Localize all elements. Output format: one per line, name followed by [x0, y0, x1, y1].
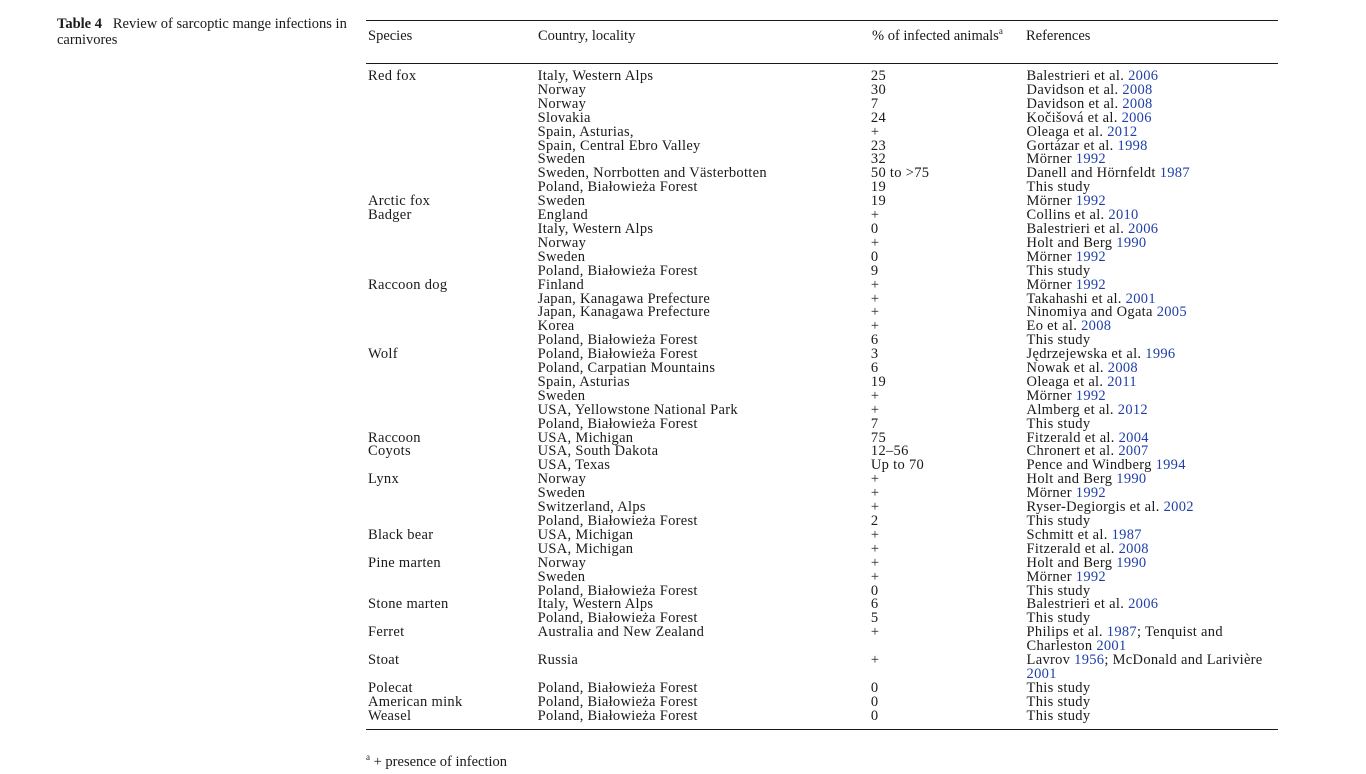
reference-authors: This study — [1026, 679, 1091, 696]
cell-country: Poland, Białowieża Forest — [537, 513, 698, 529]
table-row — [366, 598, 1278, 612]
reference-authors: Eo et al. — [1026, 318, 1078, 335]
reference-authors: Jędrzejewska et al. — [1026, 346, 1142, 363]
cell-country: USA, Michigan — [537, 429, 634, 446]
reference-year-link[interactable]: 1996 — [1145, 346, 1176, 363]
table-footnote — [366, 754, 507, 770]
cell-percent: + — [870, 387, 880, 404]
cell-country: Poland, Białowieża Forest — [537, 179, 698, 196]
cell-country: USA, Michigan — [537, 526, 634, 543]
cell-percent: + — [870, 526, 880, 543]
reference-authors: Davidson et al. — [1026, 95, 1119, 112]
cell-country: Norway — [537, 95, 587, 112]
cell-percent: 24 — [870, 109, 886, 126]
reference-authors: Holt and Berg — [1026, 471, 1113, 488]
cell-percent: 7 — [870, 415, 879, 432]
footnote-text: + presence of infection — [373, 754, 508, 770]
cell-reference — [1027, 626, 1278, 654]
cell-country: Italy, Western Alps — [537, 220, 654, 237]
header-percent-mark: a — [998, 26, 1003, 37]
reference-authors: Chronert et al. — [1026, 443, 1115, 460]
cell-species — [366, 112, 538, 126]
reference-authors: Danell and Hörnfeldt — [1026, 165, 1156, 182]
reference-authors: Pence and Windberg — [1026, 457, 1152, 474]
cell-country: USA, Yellowstone National Park — [537, 401, 738, 418]
table — [366, 18, 1278, 730]
table-bottom-rule — [366, 729, 1278, 730]
reference-authors: This study — [1026, 332, 1091, 349]
cell-percent: + — [870, 568, 880, 585]
table-row — [366, 373, 1278, 390]
cell-species: Raccoon — [368, 429, 421, 446]
reference-year-link[interactable]: 2012 — [1117, 401, 1148, 418]
reference-year-link[interactable]: 2008 — [1107, 360, 1138, 377]
reference-authors-2: ; Tenquist and Charleston — [1026, 624, 1223, 655]
reference-authors: Ninomiya and Ogata — [1026, 304, 1153, 321]
cell-country: Slovakia — [537, 109, 591, 126]
cell-percent: 9 — [870, 262, 879, 279]
cell-country: Norway — [537, 554, 587, 571]
cell-country: Poland, Białowieża Forest — [537, 693, 698, 710]
cell-species — [366, 84, 538, 98]
table-row — [366, 109, 1278, 126]
reference-year-link[interactable]: 2008 — [1118, 540, 1149, 557]
table-row — [366, 181, 1278, 195]
table-body — [366, 70, 1278, 724]
cell-reference — [1027, 654, 1278, 682]
reference-year-link[interactable]: 1987 — [1106, 624, 1137, 641]
cell-species — [366, 404, 538, 418]
cell-country: USA, Michigan — [537, 540, 634, 557]
reference-year-link[interactable]: 2002 — [1163, 499, 1194, 516]
table-row — [366, 137, 1278, 154]
reference-authors-2: ; McDonald and Larivière — [1104, 652, 1263, 669]
cell-species — [366, 126, 538, 140]
reference-year-link[interactable]: 1992 — [1075, 151, 1106, 168]
reference-authors: Takahashi et al. — [1026, 290, 1122, 307]
reference-authors: Holt and Berg — [1026, 554, 1113, 571]
table-caption-text: Review of sarcoptic mange infections in carnivores — [57, 16, 347, 48]
cell-species: Stone marten — [368, 596, 449, 613]
cell-percent: 5 — [870, 610, 879, 627]
reference-year-link[interactable]: 2006 — [1121, 109, 1152, 126]
reference-authors: Philips et al. — [1026, 624, 1103, 641]
cell-country: Sweden — [537, 568, 586, 585]
reference-authors: Nowak et al. — [1026, 360, 1104, 377]
reference-authors: Fitzerald et al. — [1026, 540, 1115, 557]
reference-year-link[interactable]: 1992 — [1075, 568, 1106, 585]
cell-species — [366, 98, 538, 112]
cell-species — [366, 362, 538, 376]
reference-year-link[interactable]: 1990 — [1116, 554, 1147, 571]
cell-species: Weasel — [368, 707, 412, 724]
reference-authors: Balestrieri et al. — [1026, 220, 1125, 237]
table-row — [366, 707, 1278, 724]
table-row — [366, 306, 1278, 320]
cell-country: Poland, Białowieża Forest — [537, 332, 698, 349]
cell-country: Sweden — [537, 193, 586, 210]
cell-percent: 0 — [870, 220, 879, 237]
cell-percent: 32 — [870, 151, 886, 168]
reference-authors: This study — [1026, 513, 1091, 529]
cell-percent: 75 — [870, 429, 886, 446]
cell-species: Wolf — [368, 346, 398, 363]
cell-species: Pine marten — [368, 554, 441, 571]
reference-authors: This study — [1026, 693, 1091, 710]
table-header-rule — [366, 63, 1278, 64]
reference-authors: This study — [1026, 707, 1091, 724]
cell-country: Spain, Central Ebro Valley — [537, 137, 701, 154]
cell-species — [366, 376, 538, 390]
reference-authors: Lavrov — [1026, 652, 1071, 669]
table-row — [366, 348, 1278, 362]
cell-species — [366, 320, 538, 334]
cell-species — [366, 501, 538, 515]
table-label: Table 4 — [57, 16, 102, 32]
table-row — [366, 234, 1278, 251]
cell-country: Sweden — [537, 387, 586, 404]
cell-country: Switzerland, Alps — [537, 499, 646, 516]
cell-species: Black bear — [368, 526, 434, 543]
reference-year-link[interactable]: 2004 — [1118, 429, 1149, 446]
cell-country: Russia — [537, 652, 579, 669]
cell-species: Lynx — [368, 471, 400, 488]
reference-year-link[interactable]: 2005 — [1156, 304, 1187, 321]
reference-authors: Mörner — [1026, 151, 1072, 168]
reference-authors: Ryser-Degiorgis et al. — [1026, 499, 1160, 516]
header-species: Species — [368, 28, 413, 44]
cell-species — [366, 223, 538, 237]
reference-authors: Schmitt et al. — [1026, 526, 1108, 543]
cell-percent: 19 — [870, 193, 886, 210]
cell-percent: 0 — [870, 248, 879, 265]
reference-year-link[interactable]: 1987 — [1159, 165, 1190, 182]
reference-year-link[interactable]: 2006 — [1128, 596, 1159, 613]
cell-country: Norway — [537, 81, 587, 98]
cell-percent: 25 — [870, 68, 886, 84]
cell-country: Australia and New Zealand — [537, 624, 705, 641]
reference-year-link[interactable]: 1992 — [1075, 248, 1106, 265]
cell-country: USA, South Dakota — [537, 443, 659, 460]
header-percent-text: % of infected animals — [872, 28, 999, 44]
cell-percent: 12–56 — [870, 443, 909, 460]
table-row — [366, 501, 1278, 515]
cell-country: Korea — [537, 318, 575, 335]
reference-year-link[interactable]: 2012 — [1107, 123, 1138, 140]
reference-authors: Balestrieri et al. — [1026, 596, 1125, 613]
cell-percent: 6 — [870, 360, 879, 377]
table-row — [366, 195, 1278, 209]
cell-species: Stoat — [368, 652, 400, 669]
cell-percent: 23 — [870, 137, 886, 154]
cell-country: Sweden — [537, 151, 586, 168]
cell-percent: + — [870, 471, 880, 488]
reference-authors: This study — [1026, 179, 1091, 196]
reference-authors: Mörner — [1026, 568, 1072, 585]
reference-authors: Balestrieri et al. — [1026, 68, 1125, 84]
cell-percent: 0 — [870, 582, 879, 599]
reference-year-link[interactable]: 2001 — [1096, 638, 1127, 655]
cell-country: Poland, Białowieża Forest — [537, 707, 698, 724]
cell-percent: 0 — [870, 679, 879, 696]
cell-country: Norway — [537, 234, 587, 251]
table-row — [366, 693, 1278, 710]
reference-authors: Oleaga et al. — [1026, 373, 1104, 390]
cell-percent: + — [870, 276, 880, 293]
cell-country: Italy, Western Alps — [537, 596, 654, 613]
cell-species — [366, 487, 538, 501]
cell-percent: + — [870, 234, 880, 251]
table-row — [366, 568, 1278, 585]
cell-percent: + — [870, 401, 880, 418]
reference-year-link[interactable]: 1990 — [1116, 234, 1147, 251]
table-row — [366, 248, 1278, 265]
reference-year-link[interactable]: 1994 — [1155, 457, 1186, 474]
cell-species: Arctic fox — [368, 193, 431, 210]
cell-country: Sweden, Norrbotten and Västerbotten — [537, 165, 767, 182]
reference-authors: This study — [1026, 610, 1091, 627]
reference-authors: This study — [1026, 262, 1091, 279]
cell-percent: + — [870, 540, 880, 557]
cell-percent: + — [870, 485, 880, 502]
cell-species: American mink — [368, 693, 463, 710]
cell-percent: + — [870, 624, 880, 641]
cell-species: Raccoon dog — [368, 276, 448, 293]
table-row — [366, 262, 1278, 279]
cell-percent: 3 — [870, 346, 879, 363]
cell-country: Poland, Białowieża Forest — [537, 582, 698, 599]
cell-species: Ferret — [368, 624, 405, 641]
table-caption — [57, 16, 347, 48]
cell-country: Poland, Carpatian Mountains — [537, 360, 716, 377]
reference-year-link[interactable]: 2008 — [1122, 95, 1153, 112]
reference-year-link[interactable]: 1992 — [1075, 485, 1106, 502]
reference-authors: Kočišová et al. — [1026, 109, 1118, 126]
table-row — [366, 401, 1278, 418]
cell-country: Poland, Białowieża Forest — [537, 262, 698, 279]
reference-authors: Mörner — [1026, 193, 1072, 210]
footnote-mark: a — [366, 752, 370, 763]
cell-species — [366, 251, 538, 265]
cell-country: Sweden — [537, 248, 586, 265]
reference-authors: This study — [1026, 582, 1091, 599]
cell-percent: + — [870, 554, 880, 571]
cell-species — [366, 153, 538, 167]
cell-species — [366, 293, 538, 307]
reference-year-link[interactable]: 1990 — [1116, 471, 1147, 488]
table-row — [366, 362, 1278, 376]
reference-authors: Almberg et al. — [1026, 401, 1114, 418]
reference-year-link[interactable]: 1998 — [1117, 137, 1148, 154]
table-row — [366, 473, 1278, 487]
cell-species — [366, 571, 538, 585]
reference-authors: Collins et al. — [1026, 207, 1105, 224]
reference-authors: Mörner — [1026, 248, 1072, 265]
table-row — [366, 626, 1278, 654]
reference-year-link[interactable]: 1992 — [1075, 387, 1106, 404]
cell-percent: 19 — [870, 179, 886, 196]
cell-species: Red fox — [368, 68, 417, 84]
cell-country: Japan, Kanagawa Prefecture — [537, 290, 711, 307]
reference-year-link[interactable]: 2001 — [1026, 665, 1057, 682]
cell-reference — [1026, 707, 1278, 724]
cell-percent: 6 — [870, 596, 879, 613]
cell-species — [366, 306, 538, 320]
cell-percent: 7 — [870, 95, 879, 112]
cell-country: Spain, Asturias — [537, 373, 630, 390]
cell-country: Sweden — [537, 485, 586, 502]
cell-percent: + — [870, 499, 880, 516]
cell-country: Poland, Białowieża Forest — [537, 415, 698, 432]
reference-year-link[interactable]: 2011 — [1107, 373, 1137, 390]
cell-country: England — [537, 207, 589, 224]
reference-authors: Mörner — [1026, 485, 1072, 502]
reference-year-link[interactable]: 1956 — [1074, 652, 1105, 669]
reference-authors: Mörner — [1026, 276, 1072, 293]
cell-percent: 2 — [870, 513, 879, 529]
cell-country: Poland, Białowieża Forest — [537, 679, 698, 696]
cell-country: Finland — [537, 276, 585, 293]
cell-country: Spain, Asturias, — [537, 123, 634, 140]
cell-percent: 50 to >75 — [870, 165, 930, 182]
reference-year-link[interactable]: 1992 — [1075, 276, 1106, 293]
cell-species: Badger — [368, 207, 412, 224]
reference-authors: Gortázar et al. — [1026, 137, 1114, 154]
cell-percent: 0 — [870, 707, 879, 724]
table-row — [366, 167, 1278, 181]
reference-authors: Fitzerald et al. — [1026, 429, 1115, 446]
cell-percent: + — [870, 318, 880, 335]
cell-country: Norway — [537, 471, 587, 488]
cell-species — [366, 237, 538, 251]
cell-percent: + — [870, 304, 880, 321]
table-header — [366, 21, 1278, 63]
reference-authors: Holt and Berg — [1026, 234, 1113, 251]
cell-percent: Up to 70 — [870, 457, 925, 474]
header-references: References — [1026, 28, 1091, 44]
reference-year-link[interactable]: 1992 — [1075, 193, 1106, 210]
reference-authors: Oleaga et al. — [1026, 123, 1104, 140]
cell-percent: 30 — [870, 81, 886, 98]
cell-species — [366, 390, 538, 404]
cell-percent: + — [870, 123, 880, 140]
cell-species — [366, 167, 538, 181]
reference-year-link[interactable]: 2008 — [1081, 318, 1112, 335]
reference-year-link[interactable]: 2007 — [1118, 443, 1149, 460]
cell-percent: + — [870, 652, 880, 669]
reference-authors: This study — [1026, 415, 1091, 432]
reference-year-link[interactable]: 2008 — [1122, 81, 1153, 98]
cell-species: Polecat — [368, 679, 413, 696]
table-row — [366, 554, 1278, 571]
cell-country: Italy, Western Alps — [537, 68, 654, 84]
table-row — [366, 679, 1278, 696]
reference-year-link[interactable]: 2006 — [1128, 68, 1159, 84]
cell-percent: 0 — [870, 693, 879, 710]
cell-country: USA, Texas — [537, 457, 611, 474]
table-row — [366, 320, 1278, 334]
cell-country: Poland, Białowieża Forest — [537, 610, 698, 627]
cell-percent: 19 — [870, 373, 886, 390]
cell-species: Coyots — [368, 443, 411, 460]
reference-authors: Davidson et al. — [1026, 81, 1119, 98]
cell-percent: + — [870, 290, 880, 307]
cell-percent: + — [870, 207, 880, 224]
cell-percent: 6 — [870, 332, 879, 349]
cell-country: Japan, Kanagawa Prefecture — [537, 304, 711, 321]
cell-species — [366, 140, 538, 154]
reference-authors: Mörner — [1026, 387, 1072, 404]
cell-country: Poland, Białowieża Forest — [537, 346, 698, 363]
reference-year-link[interactable]: 2010 — [1108, 207, 1139, 224]
reference-year-link[interactable]: 1987 — [1111, 526, 1142, 543]
header-percent — [872, 26, 1012, 44]
table-row — [366, 654, 1278, 682]
reference-year-link[interactable]: 2001 — [1125, 290, 1156, 307]
reference-year-link[interactable]: 2006 — [1128, 220, 1159, 237]
header-country: Country, locality — [538, 28, 636, 44]
